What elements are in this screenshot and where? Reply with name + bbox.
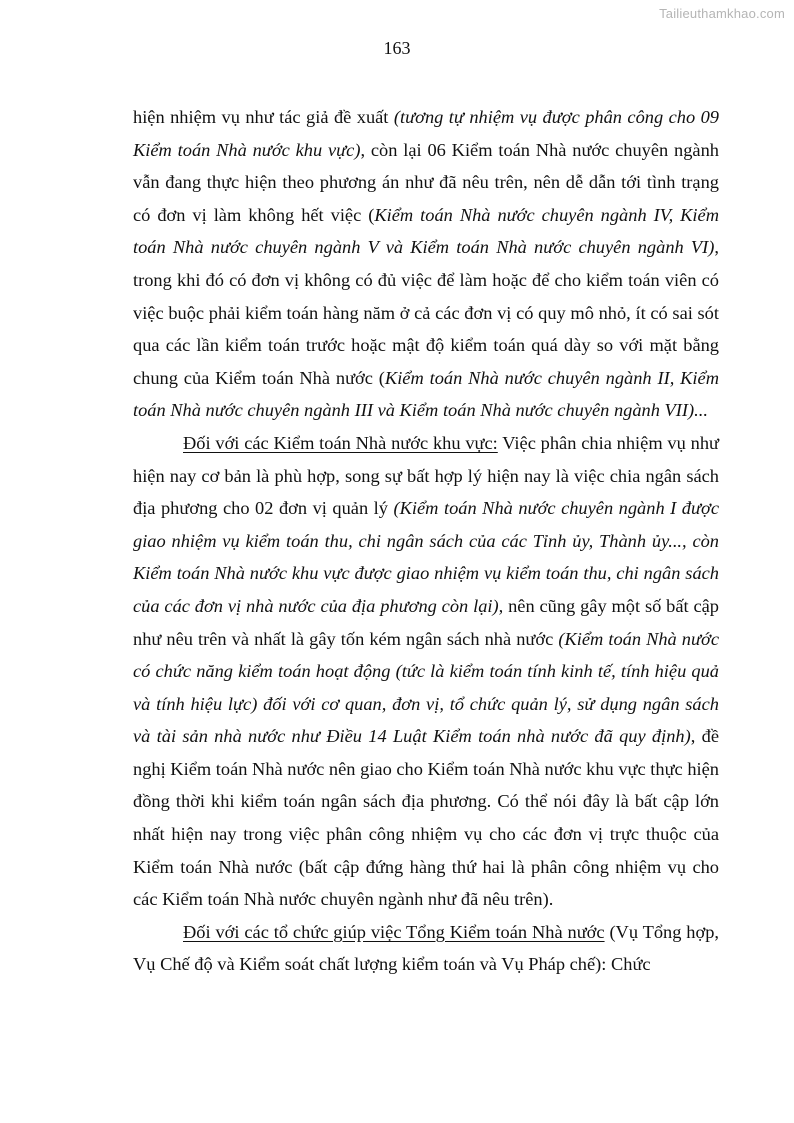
- italic-text-run: (Kiểm toán Nhà nước chuyên ngành I được giao nhiệm vụ kiểm toán thu, chi ngân sách của các Tỉnh ủy, Thành ủy..., còn Kiểm toán Nhà nước khu vực được giao nhiệm vụ kiểm toán thu, chi ngân sách của các đơn vị nhà nước của địa phương còn lại),: [133, 498, 719, 616]
- text-run: nên cũng gây một số bất cập như nêu trên và nhất là gây tốn kém ngân sách nhà nước: [133, 595, 719, 649]
- italic-text-run: (Kiểm toán Nhà nước có chức năng kiểm toán hoạt động (tức là kiểm toán tính kinh tế, tính hiệu quả và tính hiệu lực) đối với cơ quan, đơn vị, tổ chức quản lý, sử dụng ngân sách và tài sản nhà nước như Điều 14 Luật Kiểm toán nhà nước đã quy định): [133, 628, 720, 747]
- text-run: , còn lại 06 Kiểm toán Nhà nước chuyên ngành vẫn đang thực hiện theo phương án như đã nêu trên, nên dễ dẫn tới tình trạng có đơn vị làm không hết việc (: [133, 139, 719, 225]
- watermark: Tailieuthamkhao.com: [659, 6, 785, 21]
- text-run: hiện nhiệm vụ như tác giả đề xuất: [133, 107, 394, 127]
- page-number: 163: [383, 38, 411, 58]
- italic-text-run: (tương tự nhiệm vụ được phân công cho 09 Kiểm toán Nhà nước khu vực): [133, 107, 719, 160]
- text-run: Việc phân chia nhiệm vụ như hiện nay cơ bản là phù hợp, song sự bất hợp lý hiện nay là việc chia ngân sách địa phương cho 02 đơn vị quản lý: [133, 432, 719, 519]
- section-heading-regional-audit: Đối với các Kiểm toán Nhà nước khu vực:: [183, 432, 498, 453]
- text-run: , đề nghị Kiểm toán Nhà nước nên giao cho Kiểm toán Nhà nước khu vực thực hiện đồng thời khi kiểm toán ngân sách địa phương. Có thể nói đây là bất cập lớn nhất hiện nay trong việc phân công nhiệm vụ cho các đơn vị trực thuộc của Kiểm toán Nhà nước (bất cập đứng hàng thứ hai là phân công nhiệm vụ cho các Kiểm toán Nhà nước chuyên ngành như đã nêu trên).: [133, 726, 719, 910]
- paragraph-3: [133, 916, 719, 981]
- body-text: [133, 101, 719, 981]
- paragraph-1: [133, 101, 719, 427]
- text-run: , trong khi đó có đơn vị không có đủ việc để làm hoặc để cho kiểm toán viên có việc buộc phải kiểm toán hàng năm ở cả các đơn vị có quy mô nhỏ, ít có sai sót qua các lần kiểm toán trước hoặc mật độ kiểm toán quá dày so với mặt bằng chung của Kiểm toán Nhà nước (: [133, 237, 719, 388]
- text-run: (Vụ Tổng hợp, Vụ Chế độ và Kiểm soát chất lượng kiểm toán và Vụ Pháp chế): Chức: [133, 921, 719, 975]
- italic-text-run: Kiểm toán Nhà nước chuyên ngành IV, Kiểm toán Nhà nước chuyên ngành V và Kiểm toán Nhà nước chuyên ngành VI): [133, 204, 719, 258]
- italic-text-run: Kiểm toán Nhà nước chuyên ngành II, Kiểm toán Nhà nước chuyên ngành III và Kiểm toán Nhà nước chuyên ngành VII)...: [133, 367, 719, 421]
- paragraph-2: [133, 427, 719, 916]
- section-heading-support-units: Đối với các tổ chức giúp việc Tổng Kiểm toán Nhà nước: [183, 921, 605, 942]
